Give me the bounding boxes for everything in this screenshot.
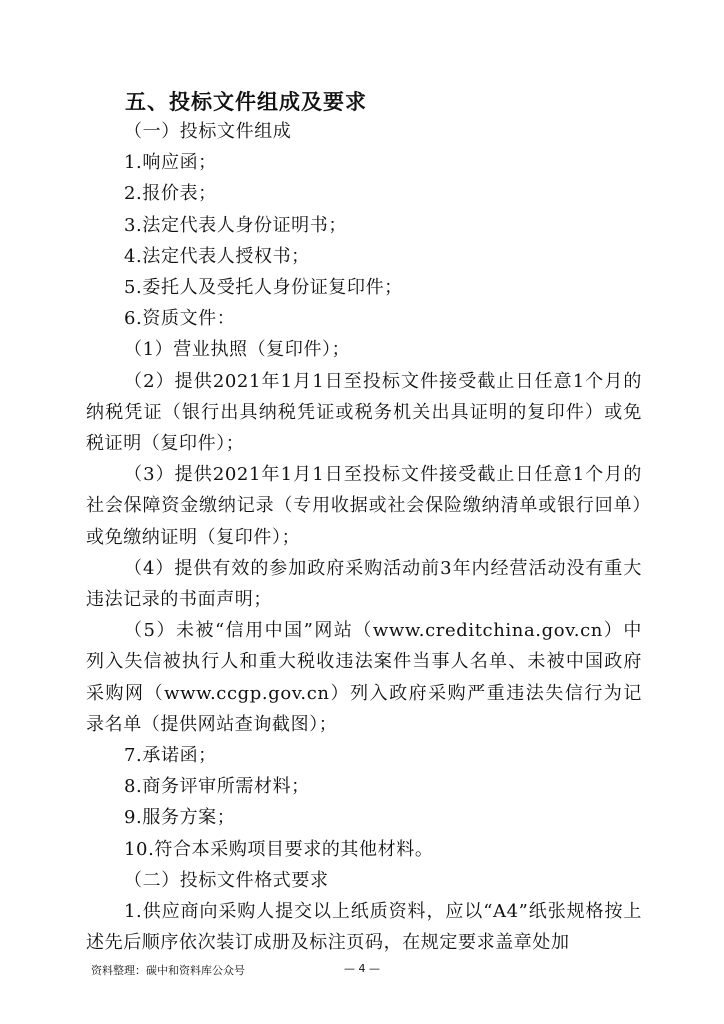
footer-source: 资料整理：碳中和资料库公众号 <box>91 964 245 977</box>
page-number: — 4 — <box>344 962 380 975</box>
subsection-heading: （一）投标文件组成 <box>124 121 292 142</box>
sub-list-item: （2）提供2021年1月1日至投标文件接受截止日任意1个月的纳税凭证（银行出具纳税凭证或税务机关出具证明的复印件）或免税证明（复印件）； <box>86 370 642 455</box>
subsection-heading: （二）投标文件格式要求 <box>124 869 329 891</box>
list-item: 9.服务方案； <box>124 807 236 829</box>
list-item: 6.资质文件： <box>124 308 236 330</box>
list-item: 8.商务评审所需材料； <box>124 776 310 798</box>
sub-list-item: （5）未被“信用中国”网站（www.creditchina.gov.cn）中列入失信被执行人和重大税收违法案件当事人名单、未被中国政府采购网（www.ccgp.gov.cn）列入政府采购严重违法失信行为记录名单（提供网站查询截图）； <box>86 620 642 735</box>
list-item: 3.法定代表人身份证明书； <box>124 214 347 236</box>
sub-list-item: （3）提供2021年1月1日至投标文件接受截止日任意1个月的社会保障资金缴纳记录（专用收据或社会保险缴纳清单或银行回单）或免缴纳证明（复印件）； <box>86 464 642 548</box>
list-item: 5.委托人及受托人身份证复印件； <box>124 277 403 299</box>
list-item: 2.报价表； <box>124 183 217 205</box>
list-item: 10.符合本采购项目要求的其他材料。 <box>124 838 434 860</box>
document-body <box>86 116 642 958</box>
list-item: 7.承诺函； <box>124 745 217 767</box>
list-item: 1.供应商向采购人提交以上纸质资料，应以“A4”纸张规格按上述先后顺序依次装订成册及标注页码，在规定要求盖章处加 <box>86 901 642 954</box>
list-item: 1.响应函； <box>124 152 217 174</box>
sub-list-item: （1）营业执照（复印件）； <box>124 339 351 361</box>
sub-list-item: （4）提供有效的参加政府采购活动前3年内经营活动没有重大违法记录的书面声明； <box>86 557 642 611</box>
section-title: 五、投标文件组成及要求 <box>125 90 367 114</box>
list-item: 4.法定代表人授权书； <box>124 245 310 267</box>
